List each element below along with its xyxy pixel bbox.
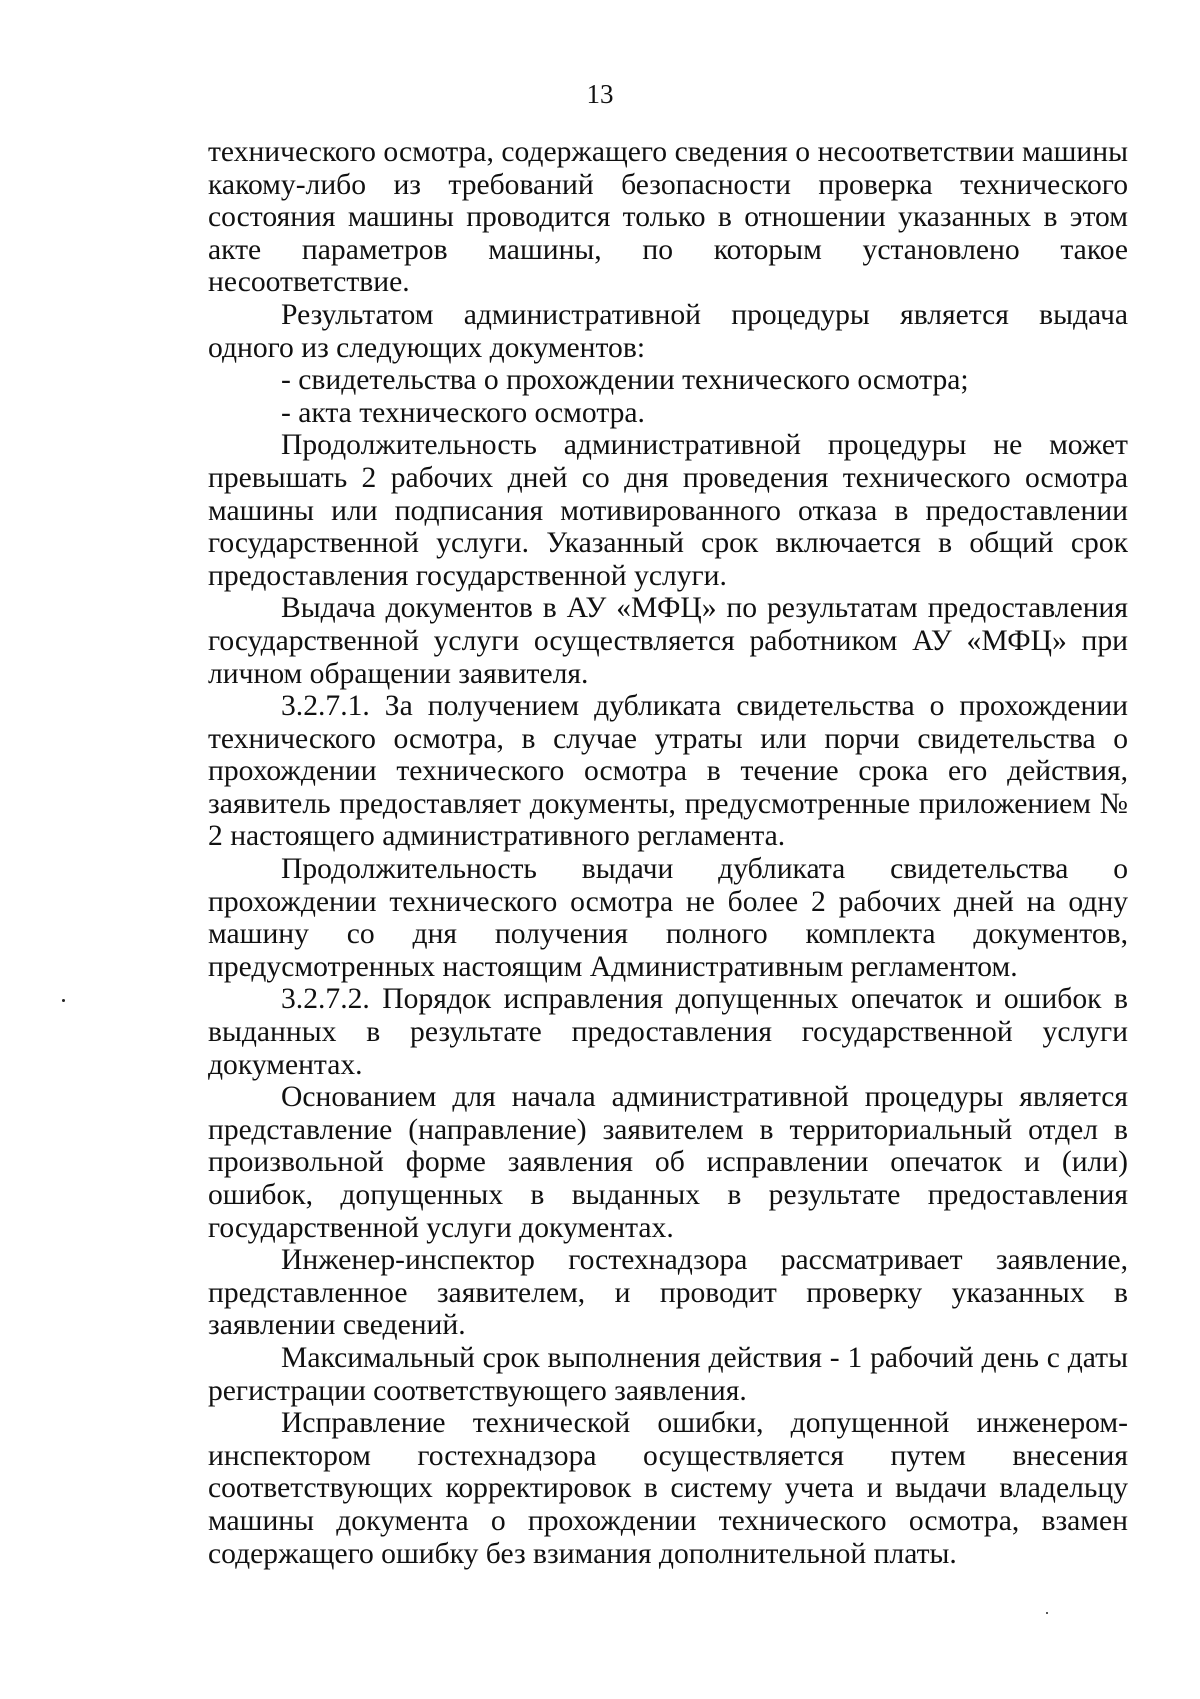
paragraph: технического осмотра, содержащего сведения о несоответствии машины какому-либо из требований безопасности проверка технического состояния машины проводится только в отношении указанных в этом акте параметров машины, по которым установлено такое несоответствие. xyxy=(208,136,1128,299)
section-paragraph: 3.2.7.2. Порядок исправления допущенных опечаток и ошибок в выданных в результате предоставления государственной услуги документах. xyxy=(208,983,1128,1081)
page-number: 13 xyxy=(586,79,614,109)
list-item: - акта технического осмотра. xyxy=(281,396,645,429)
paragraph: Основанием для начала административной процедуры является представление (направление) заявителем в территориальный отдел в произвольной форме заявления об исправлении опечаток и (или) ошибок, допущенных в выданных в результате предоставления государственной услуги документах. xyxy=(208,1081,1128,1244)
paragraph: Максимальный срок выполнения действия - 1 рабочий день с даты регистрации соответствующего заявления. xyxy=(208,1341,1128,1407)
paragraph: Результатом административной процедуры является выдача одного из следующих документов: xyxy=(208,298,1128,364)
document-body xyxy=(208,136,1128,1570)
list-item: - свидетельства о прохождении технического осмотра; xyxy=(281,364,969,397)
paragraph: Выдача документов в АУ «МФЦ» по результатам предоставления государственной услуги осуществляется работником АУ «МФЦ» при личном обращении заявителя. xyxy=(208,592,1128,690)
section-paragraph: 3.2.7.1. За получением дубликата свидетельства о прохождении технического осмотра, в случае утраты или порчи свидетельства о прохождении технического осмотра в течение срока его действия, заявитель предоставляет документы, предусмотренные приложением № 2 настоящего административного регламента. xyxy=(208,690,1128,853)
scan-speck xyxy=(62,999,65,1002)
paragraph: Продолжительность выдачи дубликата свидетельства о прохождении технического осмотра не более 2 рабочих дней на одну машину со дня получения полного комплекта документов, предусмотренных настоящим Административным регламентом. xyxy=(208,853,1128,983)
scan-speck xyxy=(1046,1612,1048,1614)
paragraph: Продолжительность административной процедуры не может превышать 2 рабочих дней со дня проведения технического осмотра машины или подписания мотивированного отказа в предоставлении государственной услуги. Указанный срок включается в общий срок предоставления государственной услуги. xyxy=(208,429,1128,592)
paragraph: Инженер-инспектор гостехнадзора рассматривает заявление, представленное заявителем, и проводит проверку указанных в заявлении сведений. xyxy=(208,1244,1128,1342)
paragraph: Исправление технической ошибки, допущенной инженером-инспектором гостехнадзора осуществляется путем внесения соответствующих корректировок в систему учета и выдачи владельцу машины документа о прохождении технического осмотра, взамен содержащего ошибку без взимания дополнительной платы. xyxy=(208,1407,1128,1570)
